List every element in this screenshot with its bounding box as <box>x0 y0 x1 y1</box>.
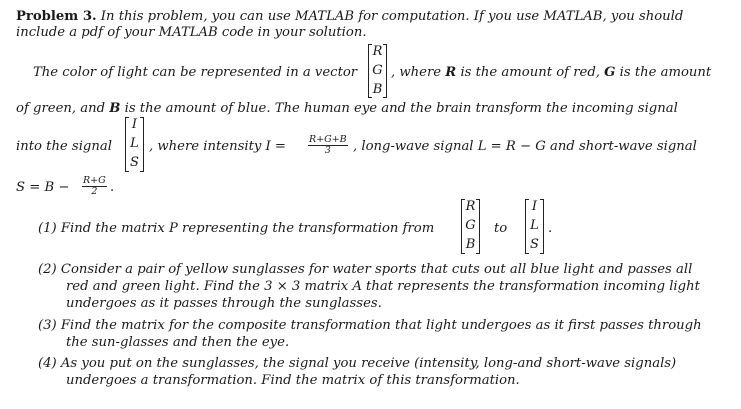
para-line-3b: , where intensity I = <box>149 139 286 154</box>
item-1-text: Find the matrix P representing the transformation from <box>60 221 435 236</box>
intensity-numerator: R+G+B <box>309 134 347 145</box>
short-numerator: R+G <box>83 175 106 186</box>
ils-entry-3: S <box>130 155 139 170</box>
rgb-vector <box>368 44 387 98</box>
item-3 <box>38 318 702 333</box>
item-3-line-2: the sun-glasses and then the eye. <box>66 335 290 350</box>
item-1-number: (1) <box>38 221 57 236</box>
intensity-fraction <box>308 135 348 156</box>
item-4-number: (4) <box>38 356 57 371</box>
item-1 <box>38 221 434 236</box>
para-period: . <box>110 180 115 195</box>
item-1-to: to <box>494 221 508 236</box>
rgb-entry-1: R <box>372 44 383 59</box>
problem-intro-1: In this problem, you can use MATLAB for computation. If you use MATLAB, you should <box>100 9 684 24</box>
ils-entry-1: I <box>131 117 138 132</box>
para-line-4: S = B − <box>16 180 70 195</box>
problem-label: Problem 3. <box>16 9 97 24</box>
intensity-denominator: 3 <box>324 145 331 156</box>
short-denominator: 2 <box>91 186 98 197</box>
para-line-3a: into the signal <box>16 139 112 154</box>
ils-vector <box>125 117 144 172</box>
item-1-rgb-vector: R G B <box>461 199 480 254</box>
problem-intro-2: include a pdf of your MATLAB code in your solution. <box>16 25 367 40</box>
para-line-2: of green, and B is the amount of blue. The human eye and the brain transform the incoming signal <box>16 101 678 116</box>
rgb-entry-3: B <box>372 82 383 97</box>
rgb-entry-2: G <box>372 63 383 78</box>
item-1-end: . <box>548 221 553 236</box>
ils-entry-2: L <box>130 136 139 151</box>
problem-header <box>16 9 683 24</box>
para-line-1a: The color of light can be represented in a vector <box>33 65 358 80</box>
item-4-line-2: undergoes a transformation. Find the matrix of this transformation. <box>66 373 520 388</box>
item-4-line-1: As you put on the sunglasses, the signal you receive (intensity, long-and short-wave signals) <box>60 356 677 371</box>
item-3-number: (3) <box>38 318 57 333</box>
item-1-ils-vector: I L S <box>525 199 544 254</box>
item-2-line-1: Consider a pair of yellow sunglasses for water sports that cuts out all blue light and passes all <box>60 262 693 277</box>
item-3-line-1: Find the matrix for the composite transformation that light undergoes as it first passes through <box>60 318 702 333</box>
item-2-line-2: red and green light. Find the 3 × 3 matrix A that represents the transformation incoming light <box>66 279 700 294</box>
para-line-1b: , where R is the amount of red, G is the amount <box>391 65 712 80</box>
short-fraction <box>82 176 107 197</box>
item-2 <box>38 262 692 277</box>
para-line-3c: , long-wave signal L = R − G and short-wave signal <box>353 139 697 154</box>
item-2-line-3: undergoes as it passes through the sunglasses. <box>66 296 382 311</box>
item-4 <box>38 356 676 371</box>
item-2-number: (2) <box>38 262 57 277</box>
